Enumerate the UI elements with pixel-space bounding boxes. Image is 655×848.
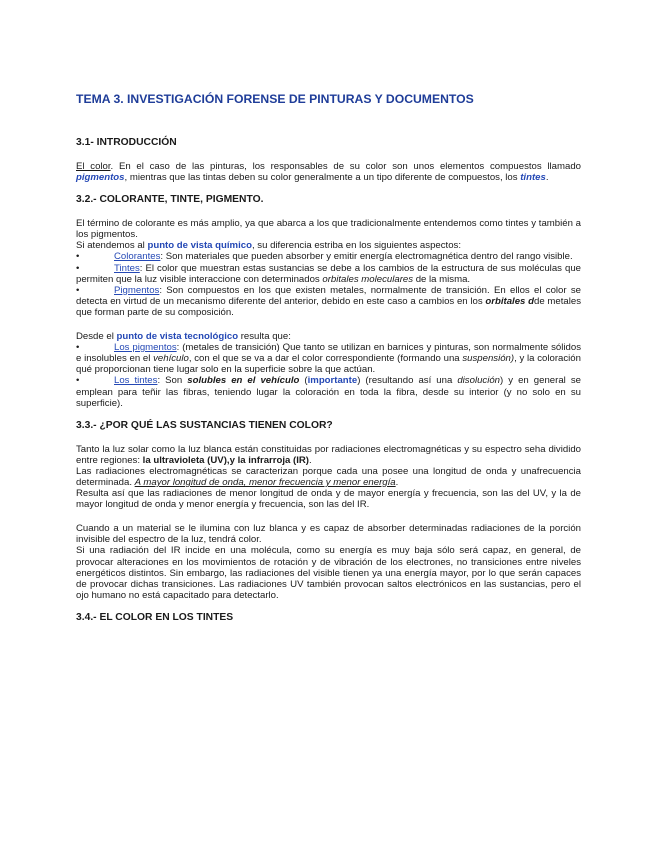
text-run: Tanto la luz solar como la luz blanca están constituidas por radiaciones electromagnéticas y su espectro seha dividido entre regiones:	[76, 443, 581, 466]
term-importante: importante	[307, 375, 358, 387]
bullet-marker: •	[76, 251, 80, 263]
text-run: Si atendemos al	[76, 240, 148, 252]
text-run: de metales que forman parte de su composición.	[76, 295, 582, 318]
section-heading-3-3: 3.3.- ¿POR QUÉ LAS SUSTANCIAS TIENEN COLOR?	[76, 419, 333, 431]
text-run: , y la coloración qué proporcionan tiene lugar solo en la superficie sobre la que actúan.	[76, 353, 581, 376]
term-punto-vista-tecnologico: punto de vista tecnológico	[116, 331, 239, 343]
paragraph: El término de colorante es más amplio, ya que abarca a los que tradicionalmente entendemos como tintes y también a los pigmentos.	[76, 218, 581, 241]
link-colorantes[interactable]: Colorantes	[114, 251, 161, 263]
bullet-marker: •	[76, 375, 80, 387]
text-run: : Son	[157, 375, 188, 387]
term-tintes: tintes	[520, 172, 546, 184]
term-pigmentos: pigmentos	[76, 172, 125, 184]
text-run: resulta que:	[238, 331, 291, 343]
text-run-italic-underlined: A mayor longitud de onda, menor frecuencia y menor energía	[134, 476, 396, 488]
text-run-bold-italic: solubles en el vehículo	[187, 375, 300, 387]
text-run: ) y en general se emplean para teñir las fibras, teniendo lugar la coloración en toda la fibra, desde su interior (y no solo en su superficie).	[76, 375, 581, 409]
text-run: .	[395, 476, 399, 488]
bullet-los-pigmentos	[76, 342, 581, 375]
text-run-italic: disolución	[457, 375, 501, 387]
bullet-colorantes	[76, 251, 581, 262]
paragraph: Resulta así que las radiaciones de menor longitud de onda y de mayor energía y frecuencia, son las del UV, y la de mayor longitud de onda y menor energía y frecuencia, son las del IR.	[76, 488, 581, 511]
text-run: : Son compuestos en los que existen metales, normalmente de transición. En ellos el color se detecta en virtud de un mecanismo diferente del anterior, debido en este caso a cambios en los	[76, 284, 581, 307]
bullet-los-tintes	[76, 375, 581, 408]
bullet-marker: •	[76, 342, 80, 354]
paragraph	[76, 444, 581, 466]
text-run: : Son materiales que pueden absorber y emitir energía electromagnética dentro del rango visible.	[160, 251, 573, 263]
bullet-marker: •	[76, 262, 80, 274]
text-run: , con el que se va a dar el color correspondiente (formando una	[188, 353, 463, 365]
paragraph: Si una radiación del IR incide en una molécula, como su energía es muy baja sólo será capaz, en general, de provocar alteraciones en los movimientos de rotación y de vibración de los electrones, no transiciones entre niveles energéticos distintos. Sin embargo, las radiaciones del visible tienen ya una energía mayor, por lo que serán capaces de provocar dichas transiciones. Las radiaciones UV también provocan saltos electrónicos en las sustancias, pero el ojo humano no está capacitado para detectarlo.	[76, 545, 581, 601]
bullet-pigmentos	[76, 285, 581, 318]
text-run: , su diferencia estriba en los siguientes aspectos:	[251, 240, 462, 252]
bullet-marker: •	[76, 284, 80, 296]
text-run: Las radiaciones electromagnéticas se caracterizan porque cada una posee una longitud de onda y unafrecuencia determinada.	[76, 465, 581, 488]
text-run-italic: orbitales moleculares	[322, 273, 414, 285]
text-run: : El color que muestran estas sustancias se debe a los cambios de la estructura de sus moléculas que permiten que la luz visible interaccione con determinados	[76, 262, 581, 285]
text-run: .	[309, 454, 312, 466]
term-punto-vista-quimico: punto de vista químico	[147, 240, 252, 252]
bullet-tintes	[76, 263, 581, 285]
section-heading-3-1: 3.1- INTRODUCCIÓN	[76, 137, 177, 148]
text-run-bold: la ultravioleta (UV),y la infrarroja (IR)	[142, 454, 310, 466]
text-run: : (metales de transición) Que tanto se utilizan en barnices y pinturas, son normalmente sólidos e insolubles en el	[76, 342, 581, 365]
paragraph: Cuando a un material se le ilumina con luz blanca y es capaz de absorber determinadas radiaciones de la porción invisible del espectro de la luz, tendrá color.	[76, 523, 581, 546]
link-pigmentos[interactable]: Pigmentos	[114, 284, 160, 296]
page-title: TEMA 3. INVESTIGACIÓN FORENSE DE PINTURAS Y DOCUMENTOS	[76, 92, 474, 106]
paragraph	[76, 240, 581, 251]
text-run: de la misma.	[413, 273, 471, 285]
text-run: Desde el	[76, 331, 117, 343]
text-run: .	[545, 172, 549, 184]
section-heading-3-4: 3.4.- EL COLOR EN LOS TINTES	[76, 611, 234, 623]
text-run: ) (resultando así una	[357, 375, 458, 387]
intro-paragraph	[76, 161, 581, 183]
text-run: , mientras que las tintas deben su color generalmente a un tipo diferente de compuestos, los	[124, 172, 521, 184]
text-run: . En el caso de las pinturas, los responsables de su color son unos elementos compuestos llamado	[110, 161, 582, 172]
link-los-pigmentos[interactable]: Los pigmentos	[114, 342, 177, 354]
text-run-bold-italic: orbitales d	[485, 295, 534, 307]
term-el-color: El color	[76, 161, 111, 172]
section-heading-3-2: 3.2.- COLORANTE, TINTE, PIGMENTO.	[76, 194, 264, 206]
text-run: (	[299, 375, 308, 387]
paragraph	[76, 466, 581, 488]
paragraph	[76, 331, 581, 342]
link-tintes[interactable]: Tintes	[114, 262, 140, 274]
text-run-italic: vehículo	[153, 353, 189, 365]
text-run-italic: suspensión)	[462, 353, 515, 365]
link-los-tintes[interactable]: Los tintes	[114, 375, 158, 387]
